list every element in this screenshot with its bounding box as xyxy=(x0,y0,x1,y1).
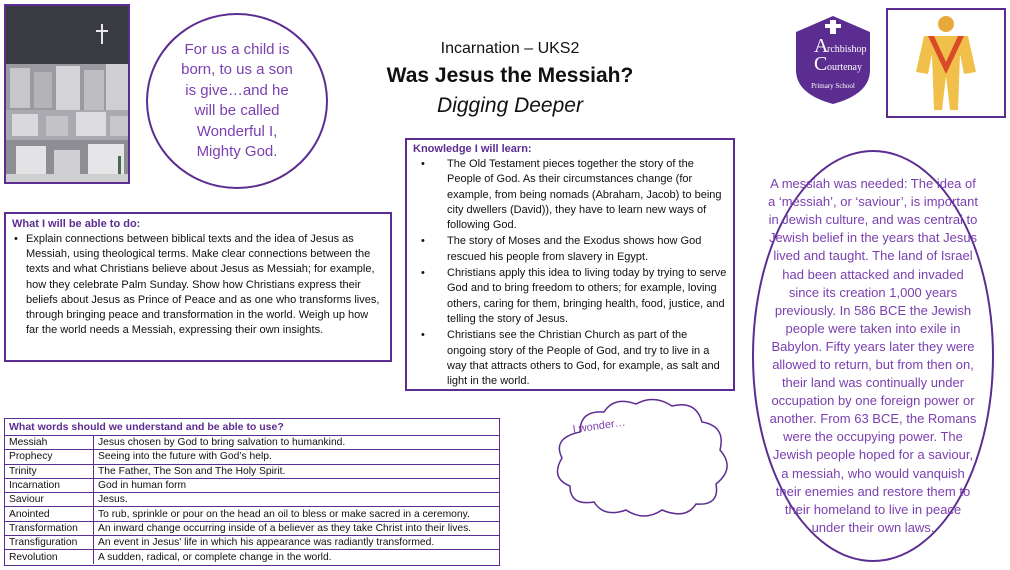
knowledge-item: • Christians see the Christian Church as part of the ongoing story of the People of God, and try to live in a way that attracts others to God, for example, as salt and light in the world. xyxy=(447,328,727,389)
vocab-definition: An inward change occurring inside of a believer as they take Christ into their lives. xyxy=(94,521,500,535)
vocab-box xyxy=(4,418,500,566)
page-subtitle: Incarnation – UKS2 xyxy=(440,40,580,57)
vocab-definition: God in human form xyxy=(94,478,500,492)
knowledge-box xyxy=(405,138,735,391)
vocab-term: Prophecy xyxy=(5,450,94,464)
logo-initial-c: C xyxy=(814,53,828,75)
school-logo xyxy=(790,14,876,106)
quote-oval xyxy=(146,13,328,189)
table-row xyxy=(5,450,499,464)
title-block xyxy=(370,40,650,118)
vocab-term: Messiah xyxy=(5,436,94,450)
vocab-term: Incarnation xyxy=(5,478,94,492)
vocab-term: Anointed xyxy=(5,507,94,521)
vocab-term: Saviour xyxy=(5,493,94,507)
knowledge-list xyxy=(413,157,727,389)
page-subheading: Digging Deeper xyxy=(437,94,583,117)
vocab-term: Transformation xyxy=(5,521,94,535)
messiah-text: A messiah was needed: The idea of a ‘messiah’, or ‘saviour’, is important in Jewish culture, and was central to Jewish belief in the years that Jesus lived and taught. The land of Israel had been attacked and invaded since its creation 1,000 years previously. In 586 BCE the Jewish people were taken into exile in Babylon. Fifty years later they were allowed to return, but from then on, their land was continually under occupation by one foreign power or another. From 63 BCE, the Romans were the occupying power. The Jewish people hoped for a saviour, a messiah, who would vanquish their enemies and restore them to their homeland to live in peace under their own laws. xyxy=(768,176,978,535)
vocab-definition: A sudden, radical, or complete change in the world. xyxy=(98,551,332,563)
knowledge-item: • The story of Moses and the Exodus shows how God rescued his people from slavery in Egypt. xyxy=(447,234,727,265)
table-row xyxy=(5,436,499,450)
knowledge-item: • Christians apply this idea to living today by trying to serve God and to bring freedom to others; for example, loving others, caring for them, bringing health, food, justice, and telling the story of Jesus. xyxy=(447,266,727,327)
figure-illustration xyxy=(886,8,1006,118)
page-title: Was Jesus the Messiah? xyxy=(386,64,634,87)
city-illustration xyxy=(4,4,130,184)
vocab-definition: To rub, sprinkle or pour on the head an oil to bless or make sacred in a ceremony. xyxy=(94,507,500,521)
able-list xyxy=(12,232,384,338)
vocab-heading: What words should we understand and be able to use? xyxy=(5,419,499,436)
vocab-definition: Jesus. xyxy=(94,493,500,507)
vocab-table xyxy=(5,436,499,564)
able-item: • Explain connections between biblical texts and the idea of Jesus as Messiah, using theological terms. Make clear connections between the texts and what Christians believe about Jesus as Messiah; for example, how they celebrate Palm Sunday. Show how Christians express their beliefs about Jesus as Prince of Peace and as one who transforms lives, through bringing peace and transformation in the world. Weigh up how far the world needs a Messiah, expressing their own insights. xyxy=(26,232,384,338)
table-row xyxy=(5,464,499,478)
logo-line-2: ourtenay xyxy=(827,62,862,73)
table-row xyxy=(5,478,499,492)
table-row xyxy=(5,550,499,564)
table-row xyxy=(5,536,499,550)
vocab-term: Trinity xyxy=(5,464,94,478)
able-heading: What I will be able to do: xyxy=(12,218,141,230)
able-to-do-box xyxy=(4,212,392,362)
thought-text: I wonder… xyxy=(572,416,627,436)
vocab-definition: The Father, The Son and The Holy Spirit. xyxy=(94,464,500,478)
messiah-oval xyxy=(752,150,994,562)
logo-line-3: Primary School xyxy=(811,82,855,90)
knowledge-item: • The Old Testament pieces together the story of the People of God. As their circumstances change (for example, from being nomads (Abraham, Jacob) to being city dwellers (David)), they have to learn new ways of following God. xyxy=(447,157,727,233)
vocab-term: Transfiguration xyxy=(5,536,94,550)
vocab-definition: An event in Jesus' life in which his appearance was radiantly transformed. xyxy=(94,536,500,550)
vocab-term: Revolution xyxy=(5,550,94,564)
table-row xyxy=(5,507,499,521)
vocab-definition: Jesus chosen by God to bring salvation to humankind. xyxy=(94,436,500,450)
vocab-definition: Seeing into the future with God’s help. xyxy=(94,450,500,464)
table-row xyxy=(5,493,499,507)
thought-cloud xyxy=(540,392,740,522)
logo-line-1: rchbishop xyxy=(827,44,867,55)
table-row xyxy=(5,521,499,535)
logo-initial-a: A xyxy=(814,35,829,57)
quote-text: For us a child is born, to us a son is give…and he will be called Wonderful I, Mighty God. xyxy=(181,40,293,160)
knowledge-heading: Knowledge I will learn: xyxy=(413,143,532,155)
